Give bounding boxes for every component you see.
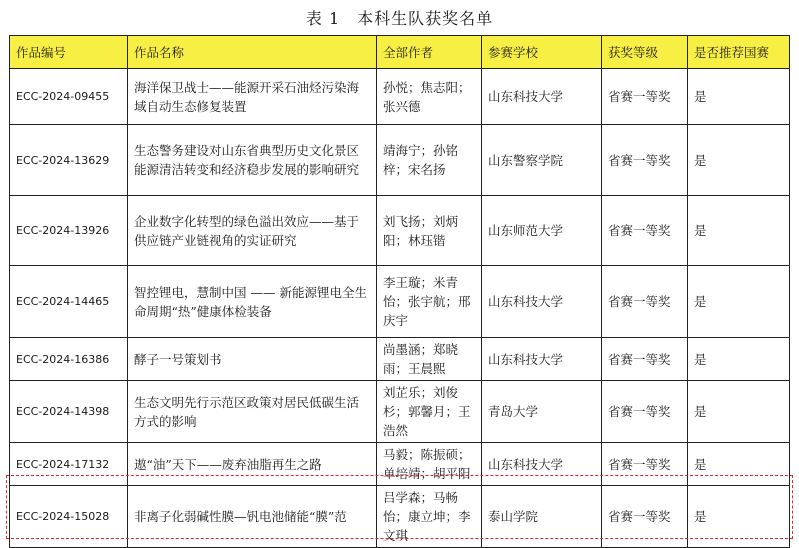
cell-title: 智控锂电，慧制中国 —— 新能源锂电全生命周期“热”健康体检装备 bbox=[128, 266, 377, 338]
cell-code: ECC-2024-14398 bbox=[10, 381, 128, 443]
cell-school: 山东科技大学 bbox=[482, 266, 602, 338]
cell-award: 省赛一等奖 bbox=[602, 443, 688, 486]
cell-recommend: 是 bbox=[688, 196, 790, 266]
cell-code: ECC-2024-14465 bbox=[10, 266, 128, 338]
table-row bbox=[10, 69, 790, 125]
header-recommend: 是否推荐国赛 bbox=[688, 36, 790, 69]
cell-title: 企业数字化转型的绿色溢出效应——基于供应链产业链视角的实证研究 bbox=[128, 196, 377, 266]
cell-title: 非离子化弱碱性膜—钒电池储能“膜”范 bbox=[128, 486, 377, 548]
cell-school: 泰山学院 bbox=[482, 486, 602, 548]
cell-award: 省赛一等奖 bbox=[602, 338, 688, 381]
table-row bbox=[10, 266, 790, 338]
cell-school: 山东警察学院 bbox=[482, 125, 602, 196]
cell-award: 省赛一等奖 bbox=[602, 69, 688, 125]
cell-authors: 尚墨涵；郑晓雨；王晨熙 bbox=[377, 338, 482, 381]
cell-authors: 吕学森；马畅怡；康立坤；李文琪 bbox=[377, 486, 482, 548]
cell-recommend: 是 bbox=[688, 69, 790, 125]
table-row bbox=[10, 381, 790, 443]
header-code: 作品编号 bbox=[10, 36, 128, 69]
cell-school: 山东科技大学 bbox=[482, 443, 602, 486]
cell-title: 生态警务建设对山东省典型历史文化景区能源清洁转变和经济稳步发展的影响研究 bbox=[128, 125, 377, 196]
cell-recommend: 是 bbox=[688, 338, 790, 381]
cell-code: ECC-2024-15028 bbox=[10, 486, 128, 548]
cell-authors: 刘芷乐；刘俊杉；郭馨月；王浩然 bbox=[377, 381, 482, 443]
cell-code: ECC-2024-16386 bbox=[10, 338, 128, 381]
table-caption: 表 1 本科生队获奖名单 bbox=[305, 9, 494, 28]
cell-authors: 靖海宁；孙铭梓；宋名扬 bbox=[377, 125, 482, 196]
cell-school: 山东科技大学 bbox=[482, 338, 602, 381]
cell-code: ECC-2024-09455 bbox=[10, 69, 128, 125]
header-school: 参赛学校 bbox=[482, 36, 602, 69]
cell-school: 青岛大学 bbox=[482, 381, 602, 443]
cell-code: ECC-2024-17132 bbox=[10, 443, 128, 486]
cell-award: 省赛一等奖 bbox=[602, 381, 688, 443]
header-title: 作品名称 bbox=[128, 36, 377, 69]
cell-code: ECC-2024-13926 bbox=[10, 196, 128, 266]
header-award: 获奖等级 bbox=[602, 36, 688, 69]
cell-school: 山东师范大学 bbox=[482, 196, 602, 266]
cell-recommend: 是 bbox=[688, 381, 790, 443]
cell-authors: 刘飞扬；刘炳阳；林珏锴 bbox=[377, 196, 482, 266]
cell-recommend: 是 bbox=[688, 443, 790, 486]
table-row bbox=[10, 196, 790, 266]
cell-title: 海洋保卫战士——能源开采石油烃污染海域自动生态修复装置 bbox=[128, 69, 377, 125]
cell-award: 省赛一等奖 bbox=[602, 486, 688, 548]
cell-recommend: 是 bbox=[688, 125, 790, 196]
awards-table bbox=[9, 35, 790, 548]
cell-award: 省赛一等奖 bbox=[602, 125, 688, 196]
cell-title: 生态文明先行示范区政策对居民低碳生活方式的影响 bbox=[128, 381, 377, 443]
cell-code: ECC-2024-13629 bbox=[10, 125, 128, 196]
cell-school: 山东科技大学 bbox=[482, 69, 602, 125]
header-row bbox=[10, 36, 790, 69]
cell-award: 省赛一等奖 bbox=[602, 196, 688, 266]
table-row bbox=[10, 125, 790, 196]
cell-authors: 孙悦；焦志阳；张兴德 bbox=[377, 69, 482, 125]
cell-recommend: 是 bbox=[688, 266, 790, 338]
cell-title: 酵子一号策划书 bbox=[128, 338, 377, 381]
cell-authors: 李王璇；米青怡；张宇航；邢庆宇 bbox=[377, 266, 482, 338]
table-row bbox=[10, 338, 790, 381]
table-row bbox=[10, 486, 790, 548]
table-row bbox=[10, 443, 790, 486]
cell-title: 遨“油”天下——废弃油脂再生之路 bbox=[128, 443, 377, 486]
cell-authors: 马毅；陈振硕；单培靖；胡平阳 bbox=[377, 443, 482, 486]
cell-recommend: 是 bbox=[688, 486, 790, 548]
cell-award: 省赛一等奖 bbox=[602, 266, 688, 338]
header-authors: 全部作者 bbox=[377, 36, 482, 69]
